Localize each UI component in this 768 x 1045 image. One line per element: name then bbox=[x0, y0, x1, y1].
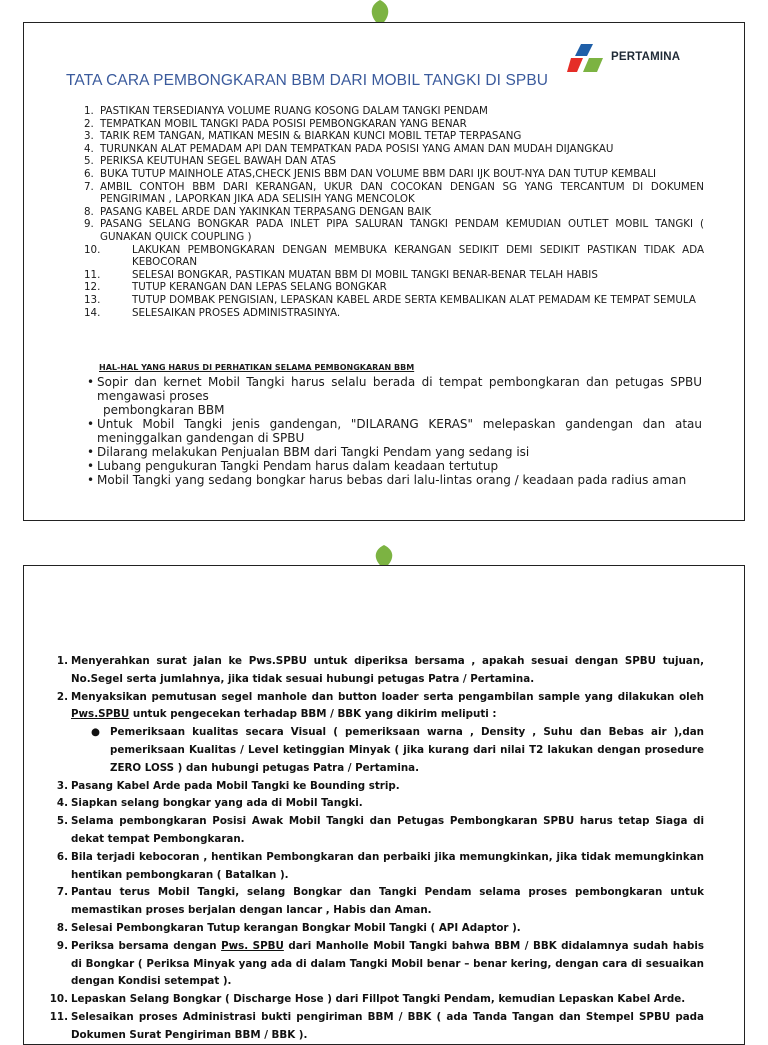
list-item bbox=[84, 307, 704, 320]
underlined-text: Pws.SPBU bbox=[71, 708, 130, 721]
list-item bbox=[46, 813, 704, 849]
bullet-icon: • bbox=[87, 375, 95, 389]
item-text-continued: untuk pengecekan terhadap BBM / BBK yang dikirim meliputi : bbox=[129, 708, 497, 721]
item-text: SELESAI BONGKAR, PASTIKAN MUATAN BBM DI MOBIL TANGKI BENAR-BENAR TELAH HABIS bbox=[132, 268, 598, 281]
underlined-text: Pws. SPBU bbox=[221, 939, 284, 952]
item-text: Pantau terus Mobil Tangki, selang Bongkar dan Tangki Pendam selama proses pembongkaran untuk memastikan proses berjalan dengan lancar , Habis dan Aman. bbox=[71, 886, 704, 917]
item-text: PASANG SELANG BONGKAR PADA INLET PIPA SALURAN TANGKI PENDAM KEMUDIAN OUTLET MOBIL TANGKI ( GUNAKAN QUICK COUPLING ) bbox=[100, 218, 704, 243]
item-text: Pemeriksaan kualitas secara Visual ( pemeriksaan warna , Density , Suhu dan Bebas air ),dan pemeriksaan Kualitas / Level ketinggian Minyak ( jika kurang dari nilai T2 lakukan dengan prosedure ZERO LOSS ) dan hubungi petugas Patra / Pertamina. bbox=[110, 726, 704, 774]
list-item bbox=[46, 991, 704, 1009]
note-item bbox=[87, 445, 702, 459]
list-item bbox=[84, 155, 704, 168]
item-number: 1. bbox=[56, 655, 68, 667]
note-item bbox=[87, 473, 702, 487]
notes-list bbox=[87, 375, 702, 487]
list-item bbox=[84, 244, 704, 269]
item-text: Pasang Kabel Arde pada Mobil Tangki ke Bounding strip. bbox=[71, 779, 400, 792]
item-number: 4. bbox=[56, 797, 68, 810]
item-number: 8. bbox=[84, 205, 94, 218]
notes-heading: HAL-HAL YANG HARUS DI PERHATIKAN SELAMA PEMBONGKARAN BBM bbox=[99, 363, 415, 372]
sub-list-item bbox=[46, 724, 704, 777]
item-number: 11. bbox=[84, 268, 101, 281]
list-item bbox=[84, 294, 704, 307]
bullet-icon: • bbox=[87, 473, 95, 487]
item-number: 14. bbox=[84, 306, 101, 319]
item-number: 10. bbox=[84, 243, 101, 256]
item-text: LAKUKAN PEMBONGKARAN DENGAN MEMBUKA KERANGAN SEDIKIT DEMI SEDIKIT PASTIKAN TIDAK ADA KEBOCORAN bbox=[132, 243, 704, 269]
item-text: SELESAIKAN PROSES ADMINISTRASINYA. bbox=[132, 306, 341, 319]
item-text: Lepaskan Selang Bongkar ( Discharge Hose ) dari Fillpot Tangki Pendam, kemudian Lepaskan Kabel Arde. bbox=[71, 993, 686, 1006]
item-text: Selama pembongkaran Posisi Awak Mobil Tangki dan Petugas Pembongkaran SPBU harus tetap Siaga di dekat tempat Pembongkaran. bbox=[71, 815, 704, 845]
bullet-icon: ● bbox=[91, 726, 100, 739]
item-text: TEMPATKAN MOBIL TANGKI PADA POSISI PEMBONGKARAN YANG BENAR bbox=[100, 117, 467, 130]
list-item bbox=[46, 920, 704, 938]
item-number: 4. bbox=[84, 142, 94, 155]
list-item bbox=[46, 849, 704, 885]
item-text: Bila terjadi kebocoran , hentikan Pembongkaran dan perbaiki jika memungkinkan, jika tidak memungkinkan hentikan pembongkaran ( Batalkan ). bbox=[71, 850, 704, 881]
list-item bbox=[84, 105, 704, 118]
list-item bbox=[84, 181, 704, 206]
item-number: 9. bbox=[56, 939, 68, 952]
item-number: 9. bbox=[84, 218, 94, 231]
list-item bbox=[84, 143, 704, 156]
supervision-steps-list bbox=[46, 653, 704, 1045]
item-number: 1. bbox=[84, 105, 94, 117]
bullet-icon: • bbox=[87, 417, 95, 431]
note-item bbox=[87, 375, 702, 417]
list-item bbox=[46, 653, 704, 689]
item-text: PASANG KABEL ARDE DAN YAKINKAN TERPASANG DENGAN BAIK bbox=[100, 205, 432, 218]
bullet-icon: • bbox=[87, 445, 95, 459]
item-number: 13. bbox=[84, 293, 101, 306]
note-text: Mobil Tangki yang sedang bongkar harus bebas dari lalu-lintas orang / keadaan pada radius aman bbox=[97, 473, 687, 487]
note-item bbox=[87, 417, 702, 445]
unloading-steps-list bbox=[84, 105, 704, 319]
item-number: 2. bbox=[56, 690, 68, 703]
slide-supervision-procedure bbox=[23, 565, 745, 1045]
item-number: 11. bbox=[49, 1010, 68, 1023]
item-text: PERIKSA KEUTUHAN SEGEL BAWAH DAN ATAS bbox=[100, 155, 336, 168]
list-item bbox=[84, 130, 704, 143]
list-item bbox=[84, 281, 704, 294]
item-text: Menyerahkan surat jalan ke Pws.SPBU untuk diperiksa bersama , apakah sesuai dengan SPBU tujuan, No.Segel serta jumlahnya, jika tidak sesuai hubungi petugas Patra / Pertamina. bbox=[71, 655, 704, 685]
item-number: 6. bbox=[84, 167, 94, 180]
item-number: 8. bbox=[56, 921, 68, 934]
item-number: 3. bbox=[56, 779, 68, 792]
item-text: Periksa bersama dengan bbox=[71, 939, 222, 952]
note-text: Lubang pengukuran Tangki Pendam harus dalam keadaan tertutup bbox=[97, 459, 499, 473]
item-text: Siapkan selang bongkar yang ada di Mobil Tangki. bbox=[71, 797, 363, 810]
item-text: Selesaikan proses Administrasi bukti pengiriman BBM / BBK ( ada Tanda Tangan dan Stempel SPBU pada Dokumen Surat Pengiriman BBM / BBK ). bbox=[71, 1010, 704, 1041]
item-text: TUTUP KERANGAN DAN LEPAS SELANG BONGKAR bbox=[132, 281, 387, 294]
item-number: 6. bbox=[56, 850, 68, 863]
item-text: PASTIKAN TERSEDIANYA VOLUME RUANG KOSONG DALAM TANGKI PENDAM bbox=[100, 105, 488, 117]
item-text: TARIK REM TANGAN, MATIKAN MESIN & BIARKAN KUNCI MOBIL TETAP TERPASANG bbox=[100, 130, 522, 143]
list-item bbox=[46, 1009, 704, 1045]
item-text: TURUNKAN ALAT PEMADAM API DAN TEMPATKAN PADA POSISI YANG AMAN DAN MUDAH DIJANGKAU bbox=[100, 142, 614, 155]
note-text: Untuk Mobil Tangki jenis gandengan, "DILARANG KERAS" melepaskan gandengan dan atau meninggalkan gandengan di SPBU bbox=[97, 417, 702, 445]
pertamina-logo-text: PERTAMINA bbox=[611, 51, 681, 63]
list-item bbox=[46, 689, 704, 725]
note-text-continued: pembongkaran BBM bbox=[103, 403, 225, 417]
list-item bbox=[46, 938, 704, 991]
list-item bbox=[84, 218, 704, 243]
list-item bbox=[46, 884, 704, 920]
note-text: Sopir dan kernet Mobil Tangki harus selalu berada di tempat pembongkaran dan petugas SPBU mengawasi proses bbox=[97, 375, 702, 403]
list-item bbox=[84, 168, 704, 181]
item-number: 10. bbox=[49, 993, 68, 1006]
pertamina-logo bbox=[567, 42, 687, 74]
list-item bbox=[84, 206, 704, 219]
item-number: 12. bbox=[84, 281, 101, 294]
list-item bbox=[46, 778, 704, 796]
item-number: 3. bbox=[84, 130, 94, 143]
list-item bbox=[84, 269, 704, 282]
slide-unloading-procedure bbox=[23, 22, 745, 521]
item-number: 5. bbox=[84, 155, 94, 168]
pertamina-logo-icon bbox=[567, 42, 607, 74]
item-number: 2. bbox=[84, 117, 94, 130]
note-item bbox=[87, 459, 702, 473]
item-number: 7. bbox=[56, 886, 68, 899]
item-number: 7. bbox=[84, 180, 94, 193]
item-text: Menyaksikan pemutusan segel manhole dan button loader serta pengambilan sample yang dilakukan oleh bbox=[71, 690, 704, 703]
item-text: Selesai Pembongkaran Tutup kerangan Bongkar Mobil Tangki ( API Adaptor ). bbox=[71, 921, 521, 934]
list-item bbox=[84, 118, 704, 131]
item-number: 5. bbox=[56, 815, 68, 828]
note-text: Dilarang melakukan Penjualan BBM dari Tangki Pendam yang sedang isi bbox=[97, 445, 530, 459]
slide-title: TATA CARA PEMBONGKARAN BBM DARI MOBIL TANGKI DI SPBU bbox=[66, 72, 549, 89]
item-text: TUTUP DOMBAK PENGISIAN, LEPASKAN KABEL ARDE SERTA KEMBALIKAN ALAT PEMADAM KE TEMPAT SEMULA bbox=[132, 293, 696, 306]
item-text: AMBIL CONTOH BBM DARI KERANGAN, UKUR DAN COCOKAN DENGAN SG YANG TERCANTUM DI DOKUMEN PENGIRIMAN , LAPORKAN JIKA ADA SELISIH YANG MENCOLOK bbox=[100, 180, 704, 206]
list-item bbox=[46, 795, 704, 813]
bullet-icon: • bbox=[87, 459, 95, 473]
item-text: BUKA TUTUP MAINHOLE ATAS,CHECK JENIS BBM DAN VOLUME BBM DARI IJK BOUT-NYA DAN TUTUP KEMBALI bbox=[100, 167, 657, 180]
item-text-continued: dari Manholle Mobil Tangki bahwa BBM / BBK didalamnya sudah habis di Bongkar ( Periksa Minyak yang ada di dalam Tangki Mobil benar – benar kering, dengan cara di sesuaikan dengan Kondisi setempat ). bbox=[71, 939, 705, 988]
